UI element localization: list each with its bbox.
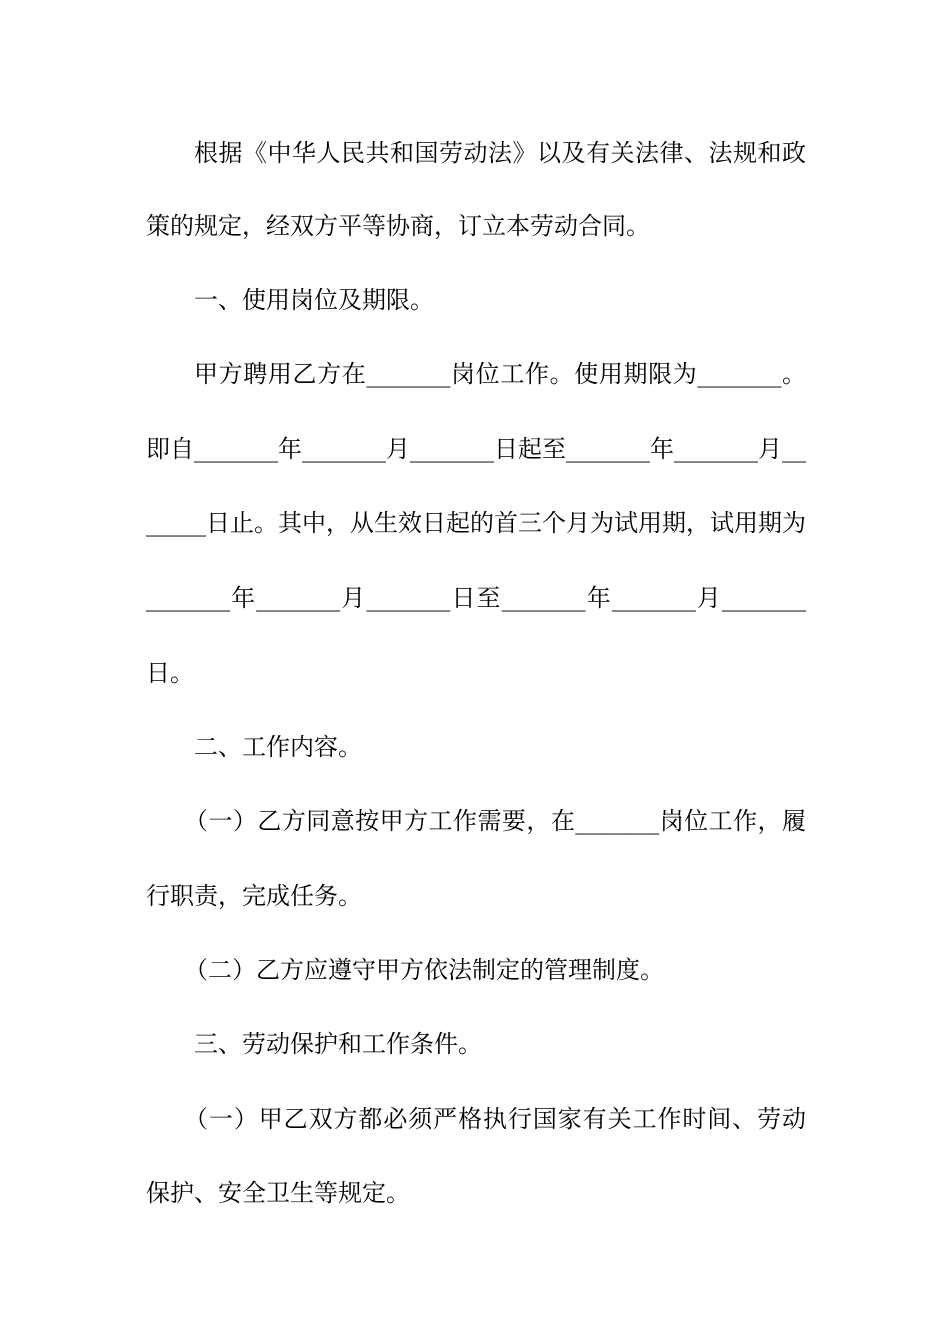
paragraph-line: 行职责，完成任务。 (146, 882, 362, 910)
paragraph-line: （二）乙方应遵守甲方依法制定的管理制度。 (184, 956, 664, 984)
paragraph-line: _______年_______月_______日至_______年_______月_______ (146, 584, 806, 612)
section-heading: 三、劳动保护和工作条件。 (194, 1030, 482, 1058)
section-heading: 一、使用岗位及期限。 (194, 286, 434, 314)
paragraph-line: 策的规定，经双方平等协商，订立本劳动合同。 (146, 212, 650, 240)
paragraph-line: _____日止。其中，从生效日起的首三个月为试用期，试用期为 (146, 509, 806, 537)
section-heading: 二、工作内容。 (194, 733, 362, 761)
paragraph-line: （一）甲乙双方都必须严格执行国家有关工作时间、劳动 (184, 1105, 806, 1133)
paragraph-line: （一）乙方同意按甲方工作需要，在_______岗位工作，履 (184, 807, 806, 835)
paragraph-line: 即自_______年_______月_______日起至_______年_______月__ (146, 435, 806, 463)
paragraph-line: 日。 (146, 659, 194, 687)
paragraph-line: 甲方聘用乙方在_______岗位工作。使用期限为_______。 (194, 360, 806, 388)
paragraph-line: 根据《中华人民共和国劳动法》以及有关法律、法规和政 (194, 139, 806, 167)
paragraph-line: 保护、安全卫生等规定。 (146, 1179, 410, 1207)
